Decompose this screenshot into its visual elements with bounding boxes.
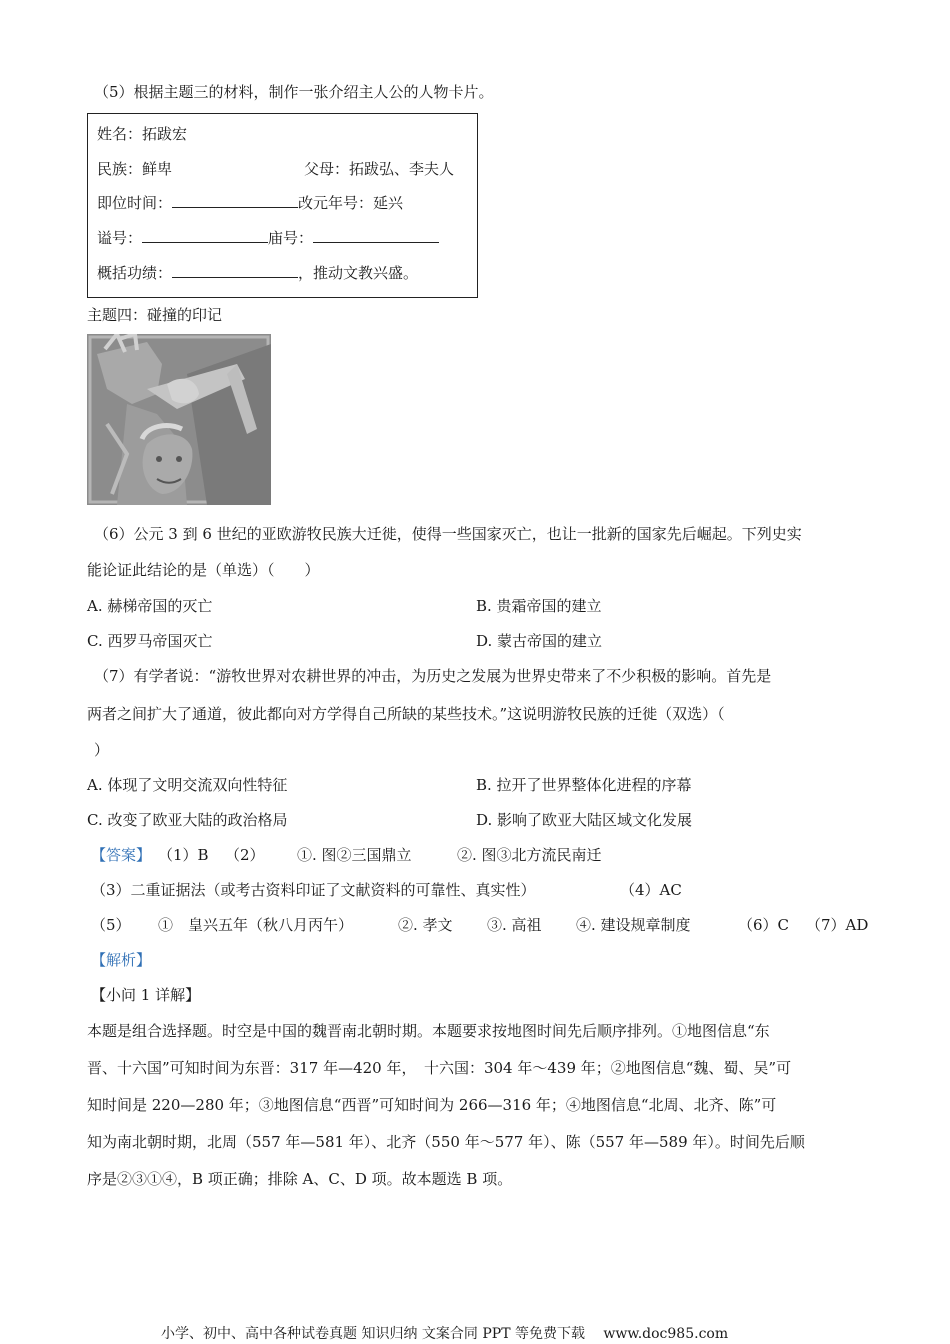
temple-blank[interactable]	[313, 228, 439, 243]
answer-4: （4）AC	[620, 881, 682, 899]
card-era-name: 改元年号：延兴	[298, 194, 404, 212]
card-ethnic: 民族：鲜卑	[97, 160, 173, 178]
card-title-row	[97, 228, 439, 248]
answer-5: （5）	[91, 916, 131, 934]
answer-2-2: ②. 图③北方流民南迁	[457, 846, 602, 864]
card-reign-label: 即位时间：	[97, 194, 173, 212]
card-achievement-row	[97, 263, 418, 283]
answer-6: （6）C	[738, 916, 790, 934]
analysis-line: 知时间是 220—280 年；③地图信息“西晋”可知时间为 266—316 年；④地图信息“北周、北齐、陈”可	[87, 1096, 777, 1114]
card-achievement-label: 概括功绩：	[97, 264, 173, 282]
posthumous-blank[interactable]	[142, 228, 268, 243]
q6-option-d[interactable]: D. 蒙古帝国的建立	[476, 632, 603, 650]
card-temple-label: 庙号：	[268, 229, 314, 247]
q6-line2: 能论证此结论的是（单选）（ ）	[87, 561, 320, 579]
q5-prompt: （5）根据主题三的材料，制作一张介绍主人公的人物卡片。	[94, 83, 494, 101]
card-posthumous-label: 谥号：	[97, 229, 143, 247]
q6-option-c[interactable]: C. 西罗马帝国灭亡	[87, 632, 213, 650]
q6-option-b[interactable]: B. 贵霜帝国的建立	[476, 597, 602, 615]
answer-7: （7）AD	[806, 916, 869, 934]
analysis-line: 知为南北朝时期，北周（557 年—581 年）、北齐（550 年～577 年）、陈（557 年—589 年）。时间先后顺	[87, 1133, 805, 1151]
q7-option-c[interactable]: C. 改变了欧亚大陆的政治格局	[87, 811, 288, 829]
answer-5-2: ②. 孝文	[398, 916, 453, 934]
card-achievement-tail: ，推动文教兴盛。	[298, 264, 419, 282]
q7-line1: （7）有学者说：“游牧世界对农耕世界的冲击，为历史之发展为世界史带来了不少积极的影响。首先是	[94, 667, 772, 685]
answer-3: （3）二重证据法（或考古资料印证了文献资料的可靠性、真实性）	[91, 881, 536, 899]
answer-2-1: ①. 图②三国鼎立	[297, 846, 412, 864]
page-footer: 小学、初中、高中各种试卷真题 知识归纳 文案合同 PPT 等免费下载 www.doc985.com	[161, 1326, 729, 1342]
q7-line2: 两者之间扩大了通道，彼此都向对方学得自己所缺的某些技术。”这说明游牧民族的迁徙（双选）（	[87, 705, 725, 723]
answer-5-1: ① 皇兴五年（秋八月丙午）	[158, 916, 354, 934]
answer-5-3: ③. 高祖	[487, 916, 542, 934]
q6-line1: （6）公元 3 到 6 世纪的亚欧游牧民族大迁徙，使得一些国家灭亡，也让一批新的国家先后崛起。下列史实	[94, 525, 802, 543]
card-name: 姓名：拓跋宏	[97, 125, 188, 143]
theme4-title: 主题四：碰撞的印记	[87, 306, 223, 324]
q7-option-b[interactable]: B. 拉开了世界整体化进程的序幕	[476, 776, 692, 794]
answer-1: （1）B	[158, 846, 209, 864]
answer-5-4: ④. 建设规章制度	[576, 916, 691, 934]
answer-2: （2）	[225, 846, 265, 864]
reign-blank[interactable]	[172, 193, 298, 208]
card-reign-row	[97, 193, 403, 213]
q6-option-a[interactable]: A. 赫梯帝国的灭亡	[87, 597, 213, 615]
q7-option-a[interactable]: A. 体现了文明交流双向性特征	[87, 776, 288, 794]
analysis-line: 晋、十六国”可知时间为东晋：317 年—420 年， 十六国：304 年～439 年；②地图信息“魏、蜀、吴”可	[87, 1059, 792, 1077]
analysis-subheading: 【小问 1 详解】	[91, 986, 201, 1004]
q7-line3: ）	[94, 741, 110, 759]
character-card	[87, 113, 478, 298]
analysis-line: 本题是组合选择题。时空是中国的魏晋南北朝时期。本题要求按地图时间先后顺序排列。①地图信息“东	[87, 1022, 770, 1040]
achievement-blank[interactable]	[172, 263, 298, 278]
analysis-line: 序是②③①④，B 项正确；排除 A、C、D 项。故本题选 B 项。	[87, 1170, 513, 1188]
analysis-tag: 【解析】	[91, 951, 152, 969]
stone-relief-warrior-image	[87, 334, 271, 505]
q7-option-d[interactable]: D. 影响了欧亚大陆区域文化发展	[476, 811, 693, 829]
card-parents: 父母：拓跋弘、李夫人	[304, 160, 455, 178]
answer-tag: 【答案】	[91, 846, 152, 864]
